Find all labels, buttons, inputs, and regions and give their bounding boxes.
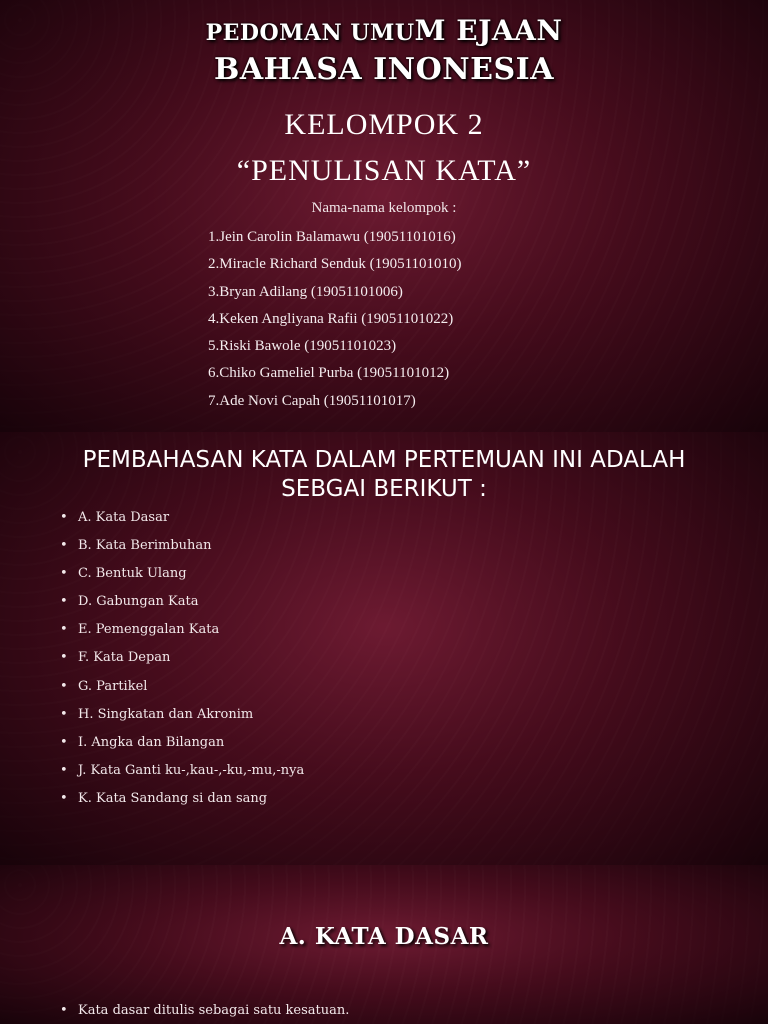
- slide-topics: [0, 432, 768, 865]
- topic-item: • K. Kata Sandang si dan sang: [60, 785, 304, 813]
- section-body: [60, 997, 349, 1024]
- bullet-icon: •: [60, 566, 68, 582]
- topic-label: “PENULISAN KATA”: [236, 154, 532, 187]
- members-heading: Nama-nama kelompok :: [311, 200, 457, 216]
- bullet-icon: •: [60, 1003, 68, 1018]
- member-item: 1.Jein Carolin Balamawu (19051101016): [208, 229, 456, 245]
- member-item: 7.Ade Novi Capah (19051101017): [208, 392, 416, 409]
- topic-item: • A. Kata Dasar: [60, 504, 304, 532]
- bullet-icon: •: [60, 762, 68, 778]
- topic-item: • D. Gabungan Kata: [60, 588, 304, 616]
- topic-item: • B. Kata Berimbuhan: [60, 532, 304, 560]
- body-item: • Kata dasar ditulis sebagai satu kesatuan.: [60, 997, 349, 1024]
- member-item: 3.Bryan Adilang (19051101006): [208, 283, 403, 300]
- bullet-icon: •: [60, 790, 68, 806]
- topic-item: • H. Singkatan dan Akronim: [60, 701, 304, 729]
- member-item: 5.Riski Bawole (19051101023): [208, 338, 397, 355]
- bullet-icon: •: [60, 538, 68, 554]
- member-item: 4.Keken Angliyana Rafii (19051101022): [208, 310, 454, 327]
- member-item: 6.Chiko Gameliel Purba (19051101012): [208, 365, 450, 382]
- topic-item: • E. Pemenggalan Kata: [60, 616, 304, 644]
- bullet-icon: •: [60, 734, 68, 750]
- topic-item: • I. Angka dan Bilangan: [60, 729, 304, 757]
- topics-list: [60, 504, 304, 813]
- bullet-icon: •: [60, 678, 68, 694]
- document-title-line2: BAHASA INONESIA: [214, 52, 554, 87]
- topic-item: • F. Kata Depan: [60, 644, 304, 672]
- bullet-icon: •: [60, 706, 68, 722]
- topics-heading: PEMBAHASAN KATA DALAM PERTEMUAN INI ADALAH SEBGAI BERIKUT :: [82, 447, 686, 502]
- members-list: [208, 224, 462, 415]
- member-item: 2.Miracle Richard Senduk (19051101010): [208, 256, 462, 273]
- topic-item: • G. Partikel: [60, 673, 304, 701]
- topic-item: • C. Bentuk Ulang: [60, 560, 304, 588]
- topic-item: • J. Kata Ganti ku-,kau-,-ku,-mu,-nya: [60, 757, 304, 785]
- bullet-icon: •: [60, 510, 68, 525]
- slide-kata-dasar: [0, 865, 768, 1024]
- group-label: KELOMPOK 2: [284, 108, 484, 141]
- section-title: A. KATA DASAR: [279, 923, 489, 950]
- slide-title: [0, 0, 768, 432]
- bullet-icon: •: [60, 594, 68, 610]
- document-title-line1: PEDOMAN UMUM EJAAN: [205, 14, 563, 47]
- bullet-icon: •: [60, 650, 68, 666]
- bullet-icon: •: [60, 622, 68, 638]
